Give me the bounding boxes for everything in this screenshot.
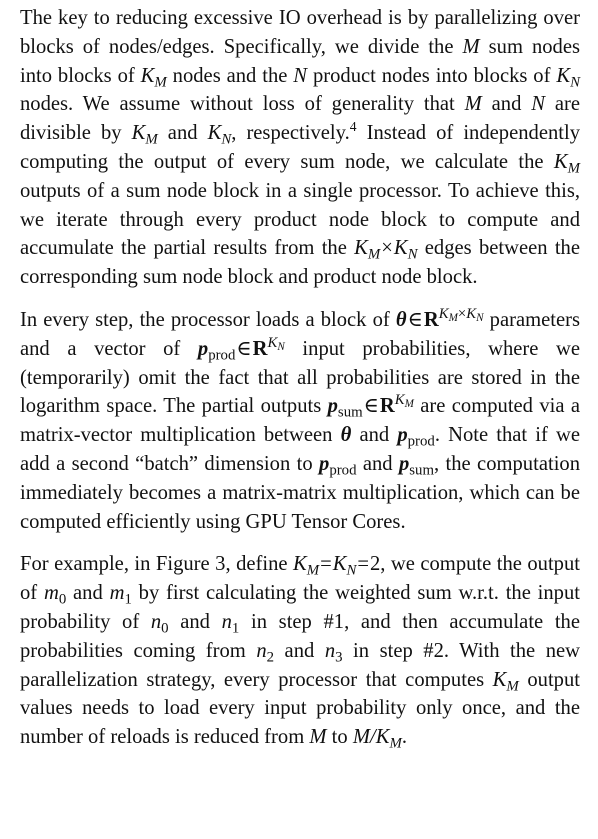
inline-math: $K_N$ bbox=[207, 122, 232, 148]
inline-math: N bbox=[531, 93, 545, 116]
inline-math: $n_3$ bbox=[324, 639, 343, 666]
inline-math: $m_1$ bbox=[109, 582, 132, 608]
inline-math: $p_{sum}\in R^{KM}$ bbox=[327, 392, 414, 422]
inline-math: $p_{prod}$ bbox=[319, 452, 357, 479]
inline-math: θ bbox=[340, 424, 352, 447]
inline-math: $n_2$ bbox=[256, 639, 275, 666]
inline-math: $n_0$ bbox=[150, 610, 169, 637]
inline-math: $K_N$ bbox=[556, 64, 580, 91]
inline-math: $K_M$ bbox=[140, 64, 167, 91]
paragraph-example: For example, in Figure 3, define $K_M=K_N=2$, we compute the output of $m_0$ and $m_1$ by first calculating the weighted sum w.r.t. the input probability of $n_0$ and $n_1$ in step #1, and then accumulate the probabilities coming from $n_2$ and $n_3$ in step #2. With the new parallelization strategy, every processor that computes $K_M$ output values needs to load every input probability only once, and the number of reloads is reduced from M to $M/K_M$. bbox=[20, 553, 581, 752]
footnote-marker: 4 bbox=[349, 119, 357, 135]
inline-math: M bbox=[462, 35, 480, 58]
inline-math: $K_M\times K_N$ bbox=[354, 237, 418, 264]
inline-math: $m_0$ bbox=[43, 582, 67, 608]
inline-math: $\theta\in R^{KM\times KN}$ bbox=[395, 305, 484, 331]
inline-math: $p_{prod}$ bbox=[397, 424, 435, 450]
inline-math: $p_{prod}\in R^{KN}$ bbox=[197, 334, 285, 364]
inline-math: N bbox=[293, 64, 308, 87]
inline-math: $K_M$ bbox=[492, 668, 519, 695]
inline-math: $n_1$ bbox=[221, 610, 240, 637]
inline-math: $K_M$ bbox=[131, 122, 158, 148]
inline-math: $K_M=K_N=2$ bbox=[292, 553, 381, 580]
inline-math: $p_{sum}$ bbox=[398, 452, 434, 479]
inline-math: M bbox=[309, 726, 327, 749]
paragraph-processor-step: In every step, the processor loads a block of $\theta\in R^{KM\times KN}$ parameters and a vector of $p_{prod}\in R^{KN}$ input probabilities, where we (temporarily) omit the fact that all probabilities are stored in the logarithm space. The partial outputs $p_{sum}\in R^{KM}$ are computed via a matrix-vector multiplication between θ and $p_{prod}$. Note that if we add a second “batch” dimension to $p_{prod}$ and $p_{sum}$, the computation immediately becomes a matrix-matrix multiplication, which can be computed efficiently using GPU Tensor Cores. bbox=[20, 305, 581, 533]
figure-reference-link[interactable]: 3 bbox=[215, 553, 226, 576]
inline-math: $M/K_M$ bbox=[352, 726, 402, 752]
inline-math: $K_M$ bbox=[553, 150, 580, 177]
inline-math: M bbox=[464, 93, 482, 116]
paragraph-block-parallelization: The key to reducing excessive IO overhead is by parallelizing over blocks of nodes/edges. Specifically, we divide the M sum nodes into blocks of $K_M$ nodes and the N product nodes into blocks of $K_N$ nodes. We assume without loss of generality that M and N are divisible by $K_M$ and $K_N$, respectively.$^4$ Instead of independently computing the output of every sum node, we calculate the $K_M$ outputs of a sum node block in a single processor. To achieve this, we iterate through every product node block to compute and accumulate the partial results from the $K_M\times K_N$ edges between the corresponding sum node block and product node block. bbox=[20, 7, 581, 289]
